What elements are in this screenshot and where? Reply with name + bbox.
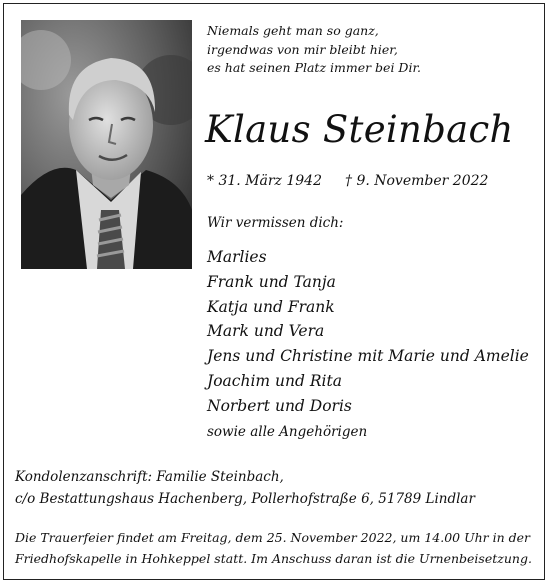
deceased-name: Klaus Steinbach: [205, 108, 514, 151]
mourner: Mark und Vera: [207, 322, 325, 341]
birth-date: * 31. März 1942: [207, 173, 322, 189]
mourner: Jens und Christine mit Marie und Amelie: [207, 347, 529, 366]
condolence-address: [15, 466, 475, 510]
mourner: Norbert und Doris: [207, 396, 352, 415]
poem: [207, 22, 421, 78]
mourner: Marlies: [207, 248, 267, 266]
poem-line: Niemals geht man so ganz,: [207, 23, 379, 38]
mourners-list: [207, 245, 529, 419]
service-notice: [15, 527, 532, 569]
missed-by-heading: Wir vermissen dich:: [207, 215, 344, 231]
address-line: c/o Bestattungshaus Hachenberg, Pollerhofstraße 6, 51789 Lindlar: [15, 491, 475, 507]
address-line: Kondolenzanschrift: Familie Steinbach,: [15, 469, 284, 485]
other-relatives: sowie alle Angehörigen: [207, 424, 368, 440]
death-date: † 9. November 2022: [345, 173, 489, 189]
portrait-photo: [21, 20, 192, 269]
poem-line: irgendwas von mir bleibt hier,: [207, 41, 398, 57]
mourner: Katja und Frank: [207, 297, 335, 316]
mourner: Frank und Tanja: [207, 272, 336, 291]
mourner: Joachim und Rita: [207, 371, 342, 390]
notice-line: Die Trauerfeier findet am Freitag, dem 25. November 2022, um 14.00 Uhr in der: [15, 530, 531, 545]
notice-line: Friedhofskapelle in Hohkeppel statt. Im Anschuss daran ist die Urnenbeisetzung.: [15, 551, 532, 566]
poem-line: es hat seinen Platz immer bei Dir.: [207, 60, 422, 75]
